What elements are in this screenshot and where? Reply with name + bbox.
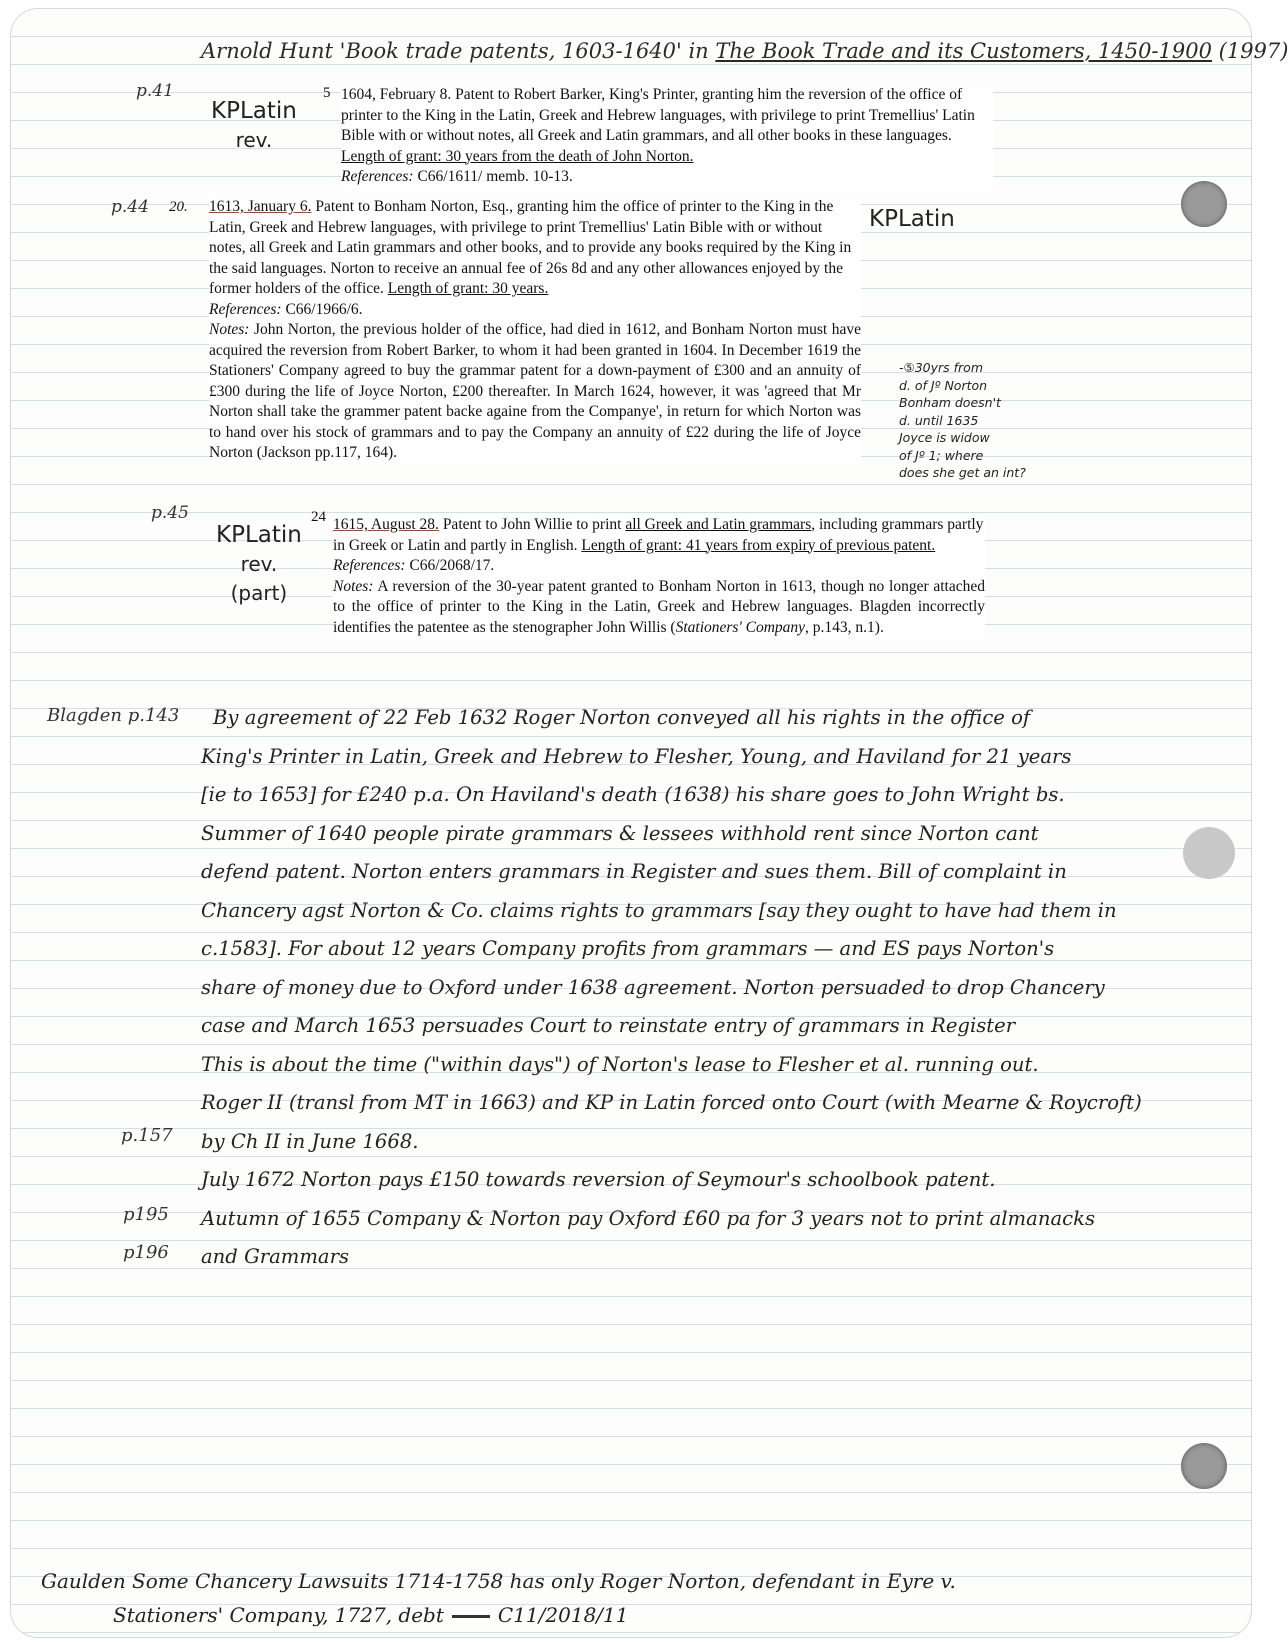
gaulden-line bbox=[41, 1598, 956, 1632]
notes-text: A reversion of the 30-year patent granted to Bonham Norton in 1613, though no longer attached to the office of printer to the King in the Latin, Greek and Hebrew languages. Blagden incorrectly identifies the patentee as the stenographer John Willis ( bbox=[333, 577, 985, 636]
scribble-mark bbox=[452, 1599, 490, 1618]
notes-label: Notes: bbox=[333, 577, 374, 595]
note-line: Summer of 1640 people pirate grammars & lessees withhold rent since Norton cant bbox=[201, 821, 1039, 845]
grant-length: Length of grant: 30 years from the death of John Norton. bbox=[341, 147, 694, 165]
note-line: and Grammars bbox=[201, 1245, 350, 1268]
page-ref: p.41 bbox=[136, 81, 174, 101]
page-ref: p196 bbox=[123, 1242, 169, 1263]
entry-20-clipping bbox=[209, 197, 861, 464]
entry-text: , including grammars partly in Greek or Latin and partly in English. bbox=[333, 516, 984, 554]
page-ref: p.157 bbox=[121, 1125, 173, 1146]
handwritten-notes bbox=[201, 699, 1221, 1277]
binder-hole bbox=[1181, 181, 1227, 227]
entry-text-underlined: all Greek and Latin grammars bbox=[625, 516, 812, 533]
notes-end: , p.143, n.1). bbox=[805, 618, 884, 636]
note-line: Autumn of 1655 Company & Norton pay Oxford £60 pa for 3 years not to print almanacks bbox=[201, 1206, 1096, 1230]
entry-24-notes bbox=[333, 577, 985, 639]
margin-note bbox=[899, 359, 1026, 482]
notes-text: John Norton, the previous holder of the office, had died in 1612, and Bonham Norton must have acquired the reversion from Robert Barker, to whom it had been granted in 1604. In December 1619 the Stationers' Company agreed to buy the grammar patent for a down-payment of £300 and an annuity of £300 during the life of Joyce Norton, £200 thereafter. In March 1624, however, it was 'agreed that Mr Norton shall take the grammer patent backe againe from the Companye', in return for which Norton was to hand over his stock of grammars and to pay the Company an annuity of £22 during the life of Joyce Norton (Jackson pp.117, 164). bbox=[209, 321, 861, 461]
note-line: Roger II (transl from MT in 1663) and KP in Latin forced onto Court (with Mearne & Roycroft) bbox=[201, 1091, 1142, 1114]
entry-date: 1615, August 28. bbox=[333, 516, 439, 533]
title-book: The Book Trade and its Customers, 1450-1900 bbox=[715, 39, 1212, 63]
notes-italic: Stationers' Company bbox=[675, 618, 806, 636]
kp-label: KPLatin bbox=[869, 206, 955, 232]
references-label: References: bbox=[333, 557, 406, 574]
binder-hole bbox=[1181, 1443, 1227, 1489]
references-value: C66/2068/17. bbox=[405, 557, 495, 574]
kp-label-text: KPLatin bbox=[211, 98, 297, 124]
page-ref: p.45 bbox=[151, 503, 189, 523]
gaulden-note bbox=[41, 1564, 956, 1632]
entry-number: 24 bbox=[311, 509, 326, 525]
gaulden-ref: C11/2018/11 bbox=[497, 1603, 629, 1627]
entry-24-text bbox=[333, 515, 985, 556]
margin-note-line: d. of Jº Norton bbox=[899, 377, 988, 393]
margin-note-line: does she get an int? bbox=[899, 465, 1026, 480]
note-line: defend patent. Norton enters grammars in Register and sues them. Bill of complaint in bbox=[201, 860, 1067, 883]
references-label: References: bbox=[209, 300, 282, 318]
note-line: case and March 1653 persuades Court to reinstate entry of grammars in Register bbox=[201, 1014, 1016, 1037]
page-ref: p195 bbox=[123, 1204, 169, 1225]
note-line: [ie to 1653] for £240 p.a. On Haviland's death (1638) his share goes to John Wright bs. bbox=[201, 783, 1065, 806]
note-line: July 1672 Norton pays £150 towards reversion of Seymour's schoolbook patent. bbox=[201, 1168, 996, 1191]
entry-24-references bbox=[333, 556, 985, 577]
margin-note-line: Bonham doesn't bbox=[899, 395, 1001, 410]
margin-note-line: of Jº 1; where bbox=[899, 447, 984, 463]
notebook-page bbox=[10, 8, 1288, 1638]
entry-5-clipping bbox=[341, 85, 993, 188]
entry-20-notes bbox=[209, 320, 861, 464]
page-ref: p.44 bbox=[111, 197, 149, 217]
margin-note-line: Joyce is widow bbox=[899, 430, 990, 445]
entry-5-references bbox=[341, 167, 993, 188]
note-line: By agreement of 22 Feb 1632 Roger Norton conveyed all his rights in the office of bbox=[213, 706, 1031, 729]
note-line: This is about the time ("within days") of Norton's lease to Flesher et al. running out. bbox=[201, 1052, 1039, 1076]
entry-number: 5 bbox=[323, 85, 331, 101]
margin-note-line: -⑤30yrs from bbox=[899, 360, 984, 375]
kp-label bbox=[211, 97, 297, 155]
title-year: (1997) bbox=[1211, 39, 1288, 63]
entry-5-text bbox=[341, 85, 993, 167]
entry-20-references bbox=[209, 300, 861, 321]
note-line: c.1583]. For about 12 years Company profits from grammars — and ES pays Norton's bbox=[201, 937, 1055, 960]
entry-20-text bbox=[209, 197, 861, 300]
entry-text: Patent to Bonham Norton, Esq., granting him the office of printer to the King in the Latin, Greek and Hebrew languages, with privilege to print Tremellius' Latin Bible with or without notes, all Greek and Latin grammars and other books, and to provide any books required by the King in the said languages. Norton to receive an annual fee of 26s 8d and any other allowances enjoyed by the former holders of the office. bbox=[209, 198, 852, 297]
page-title bbox=[201, 39, 1288, 63]
grant-length: Length of grant: 41 years from expiry of previous patent. bbox=[581, 536, 936, 554]
kp-label bbox=[216, 521, 302, 608]
note-line: Chancery agst Norton & Co. claims rights to grammars [say they ought to have had them in bbox=[201, 898, 1117, 922]
note-line: by Ch II in June 1668. bbox=[201, 1129, 419, 1153]
kp-label-sub: rev. bbox=[235, 128, 273, 152]
references-label: References: bbox=[341, 168, 414, 185]
margin-note-line: d. until 1635 bbox=[899, 412, 979, 428]
notes-label: Notes: bbox=[209, 321, 250, 338]
blagden-ref: Blagden p.143 bbox=[47, 705, 180, 726]
title-author: Arnold Hunt 'Book trade patents, 1603-1640' in bbox=[201, 39, 716, 63]
entry-number: 20. bbox=[169, 199, 188, 215]
gaulden-text: Stationers' Company, 1727, debt bbox=[113, 1603, 444, 1627]
references-value: C66/1611/ memb. 10-13. bbox=[413, 168, 573, 185]
gaulden-line: Gaulden Some Chancery Lawsuits 1714-1758 has only Roger Norton, defendant in Eyre v. bbox=[41, 1569, 956, 1593]
entry-text: Patent to John Willie to print bbox=[438, 516, 626, 533]
kp-label-sub: rev. bbox=[240, 552, 278, 576]
grant-length: Length of grant: 30 years. bbox=[387, 280, 549, 297]
kp-label-text: KPLatin bbox=[216, 522, 302, 548]
references-value: C66/1966/6. bbox=[281, 300, 363, 318]
entry-date: 1613, January 6. bbox=[209, 198, 312, 215]
entry-text: 1604, February 8. Patent to Robert Barker, King's Printer, granting him the reversion of the office of printer to the King in the Latin, Greek and Hebrew languages, with privilege to print Tremellius' Latin Bible with or without notes, all Greek and Latin grammars, and all other books in these languages. bbox=[341, 86, 975, 144]
note-line: King's Printer in Latin, Greek and Hebrew to Flesher, Young, and Haviland for 21 years bbox=[201, 744, 1072, 768]
entry-24-clipping bbox=[333, 515, 985, 638]
kp-label-sub: (part) bbox=[230, 581, 288, 605]
note-line: share of money due to Oxford under 1638 agreement. Norton persuaded to drop Chancery bbox=[201, 975, 1105, 999]
